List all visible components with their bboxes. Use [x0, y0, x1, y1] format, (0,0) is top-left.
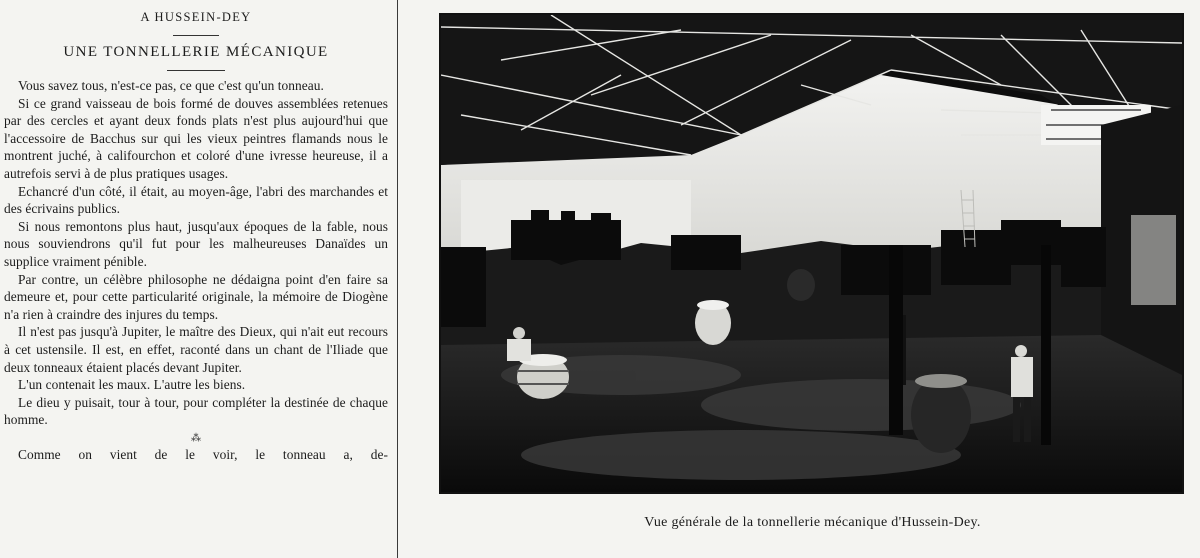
paragraph: Le dieu y puisait, tour à tour, pour compléter la destinée de chaque homme. [4, 394, 388, 428]
paragraph: Par contre, un célèbre philosophe ne dédaigna point d'en faire sa demeure et, pour cette particularité originale, la mémoire de Diogène n'a rien à craindre des injures du temps. [4, 271, 388, 322]
section-separator: ⁂ [191, 432, 201, 444]
paragraph: Echancré d'un côté, il était, au moyen-âge, l'abri des marchandes et des écrivains publics. [4, 183, 388, 217]
paragraph: Si nous remontons plus haut, jusqu'aux époques de la fable, nous nous souviendrons qu'il fut pour les malheureuses Danaïdes un supplice vraiment pénible. [4, 218, 388, 269]
article-body [4, 77, 388, 463]
column-divider [397, 0, 398, 558]
photo-caption: Vue générale de la tonnellerie mécanique d'Hussein-Dey. [644, 515, 981, 530]
article-column [4, 10, 388, 463]
paragraph: Si ce grand vaisseau de bois formé de douves assemblées retenues par des cercles et ayant deux fonds plats n'est plus aujourd'hui que l'accessoire de Bacchus sur qui les vieux peintres flamands nous le montrent juché, à califourchon et coloré d'une ivresse heureuse, il a autrefois servi à de plus pratiques usages. [4, 95, 388, 181]
kicker-rule [173, 35, 219, 36]
article-title: UNE TONNELLERIE MÉCANIQUE [63, 44, 329, 60]
paragraph: Il n'est pas jusqu'à Jupiter, le maître des Dieux, qui n'ait eut recours à cet ustensile. Il est, en effet, raconté dans un chant de l'Iliade que deux tonneaux étaient placés devant Jupiter. [4, 324, 388, 375]
title-rule [167, 70, 225, 71]
workshop-photograph [439, 13, 1184, 494]
paragraph: L'un contenait les maux. L'autre les biens. [18, 377, 246, 393]
paragraph: Vous savez tous, n'est-ce pas, ce que c'est qu'un tonneau. [18, 78, 324, 93]
workshop-photo-illustration [441, 15, 1182, 492]
article-kicker: A HUSSEIN-DEY [140, 10, 252, 24]
paragraph-continuation: Comme on vient de le voir, le tonneau a, de- [18, 446, 388, 462]
